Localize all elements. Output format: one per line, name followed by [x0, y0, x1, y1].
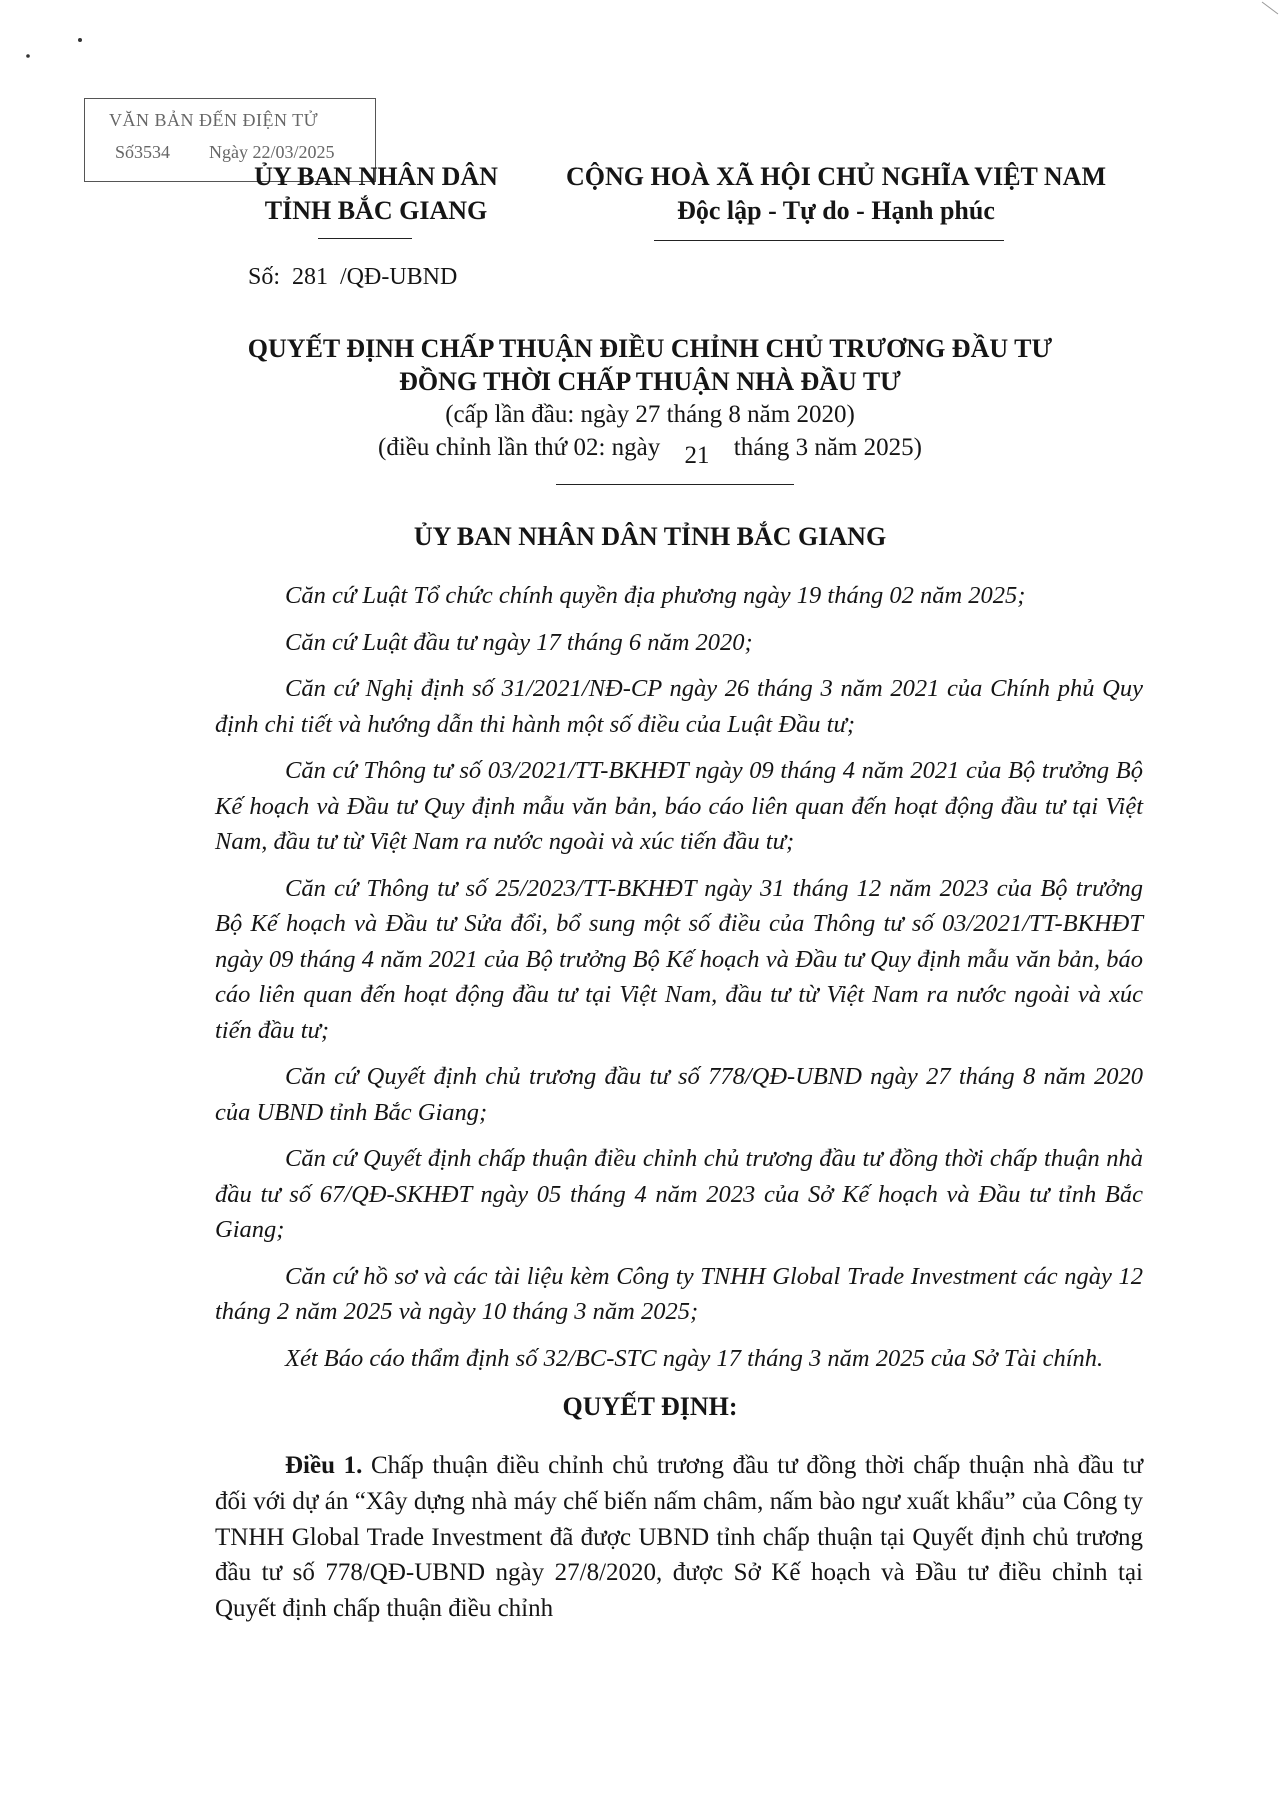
basis-item: Căn cứ Thông tư số 25/2023/TT-BKHĐT ngày 31 tháng 12 năm 2023 của Bộ trưởng Bộ Kế hoạch và Đầu tư Sửa đổi, bổ sung một số điều của Thông tư số 03/2021/TT-BKHĐT ngày 09 tháng 4 năm 2021 của Bộ trưởng Bộ Kế hoạch và Đầu tư Quy định mẫu văn bản, báo cáo liên quan đến hoạt động đầu tư tại Việt Nam, đầu tư từ Việt Nam ra nước ngoài và xúc tiến đầu tư; [215, 874, 1143, 1044]
nation-header [548, 160, 1124, 228]
stamp-date: Ngày 22/03/2025 [209, 142, 335, 162]
basis-item: Xét Báo cáo thẩm định số 32/BC-STC ngày 17 tháng 3 năm 2025 của Sở Tài chính. [285, 1344, 1104, 1372]
basis-item: Căn cứ Nghị định số 31/2021/NĐ-CP ngày 26 tháng 3 năm 2021 của Chính phủ Quy định chi tiết và hướng dẫn thi hành một số điều của Luật Đầu tư; [215, 675, 1143, 738]
adjustment-line [150, 431, 1150, 469]
article-1-text: Chấp thuận điều chỉnh chủ trương đầu tư đồng thời chấp thuận nhà đầu tư đối với dự án “Xây dựng nhà máy chế biến nấm châm, nấm bào ngư xuất khẩu” của Công ty TNHH Global Trade Investment đã được UBND tỉnh chấp thuận tại Quyết định chủ trương đầu tư số 778/QĐ-UBND ngày 27/8/2020, được Sở Kế hoạch và Đầu tư điều chỉnh tại Quyết định chấp thuận điều chỉnh [215, 1452, 1144, 1623]
adjustment-day: 21 [684, 442, 710, 469]
agency-line-2: TỈNH BẮC GIANG [264, 196, 488, 225]
article-1-paragraph [215, 1448, 1143, 1627]
agency-header [232, 160, 520, 228]
stamp-number: Số3534 [115, 142, 171, 162]
legal-basis [215, 578, 1143, 1387]
nation-underline [654, 240, 1004, 241]
basis-item: Căn cứ Thông tư số 03/2021/TT-BKHĐT ngày 09 tháng 4 năm 2021 của Bộ trưởng Bộ Kế hoạch và Đầu tư Quy định mẫu văn bản, báo cáo liên quan đến hoạt động đầu tư tại Việt Nam, đầu tư từ Việt Nam ra nước ngoài và xúc tiến đầu tư; [215, 757, 1143, 855]
decision-title [150, 332, 1150, 398]
basis-item: Căn cứ Quyết định chủ trương đầu tư số 778/QĐ-UBND ngày 27 tháng 8 năm 2020 của UBND tỉnh Bắc Giang; [215, 1063, 1143, 1126]
nation-motto: Độc lập - Tự do - Hạnh phúc [677, 196, 995, 225]
basis-item: Căn cứ hồ sơ và các tài liệu kèm Công ty TNHH Global Trade Investment các ngày 12 tháng 2 năm 2025 và ngày 10 tháng 3 năm 2025; [215, 1262, 1143, 1325]
decision-heading: QUYẾT ĐỊNH: [562, 1392, 738, 1421]
article-1 [215, 1448, 1143, 1627]
first-issue-line: (cấp lần đầu: ngày 27 tháng 8 năm 2020) [445, 401, 855, 428]
agency-line-1: ỦY BAN NHÂN DÂN [254, 162, 498, 191]
title-line-2: ĐỒNG THỜI CHẤP THUẬN NHÀ ĐẦU TƯ [399, 367, 901, 396]
article-1-label: Điều 1. [285, 1452, 363, 1479]
basis-item: Căn cứ Luật Tổ chức chính quyền địa phương ngày 19 tháng 02 năm 2025; [285, 582, 1026, 609]
title-line-1: QUYẾT ĐỊNH CHẤP THUẬN ĐIỀU CHỈNH CHỦ TRƯƠNG ĐẦU TƯ [247, 334, 1053, 363]
basis-item: Căn cứ Luật đầu tư ngày 17 tháng 6 năm 2020; [285, 628, 753, 656]
document-number: Số: 281 /QĐ-UBND [248, 264, 458, 290]
adjustment-prefix: (điều chỉnh lần thứ 02: ngày [378, 434, 661, 461]
basis-item: Căn cứ Quyết định chấp thuận điều chỉnh chủ trương đầu tư đồng thời chấp thuận nhà đầu tư số 67/QĐ-SKHĐT ngày 05 tháng 4 năm 2023 của Sở Kế hoạch và Đầu tư tỉnh Bắc Giang; [215, 1145, 1143, 1243]
adjustment-suffix: tháng 3 năm 2025) [733, 434, 922, 461]
title-underline [556, 484, 794, 485]
stamp-title: VĂN BẢN ĐẾN ĐIỆN TỬ [109, 110, 319, 130]
nation-name: CỘNG HOÀ XÃ HỘI CHỦ NGHĨA VIỆT NAM [565, 162, 1107, 191]
issuer-heading: ỦY BAN NHÂN DÂN TỈNH BẮC GIANG [413, 522, 887, 551]
agency-underline [318, 238, 412, 239]
